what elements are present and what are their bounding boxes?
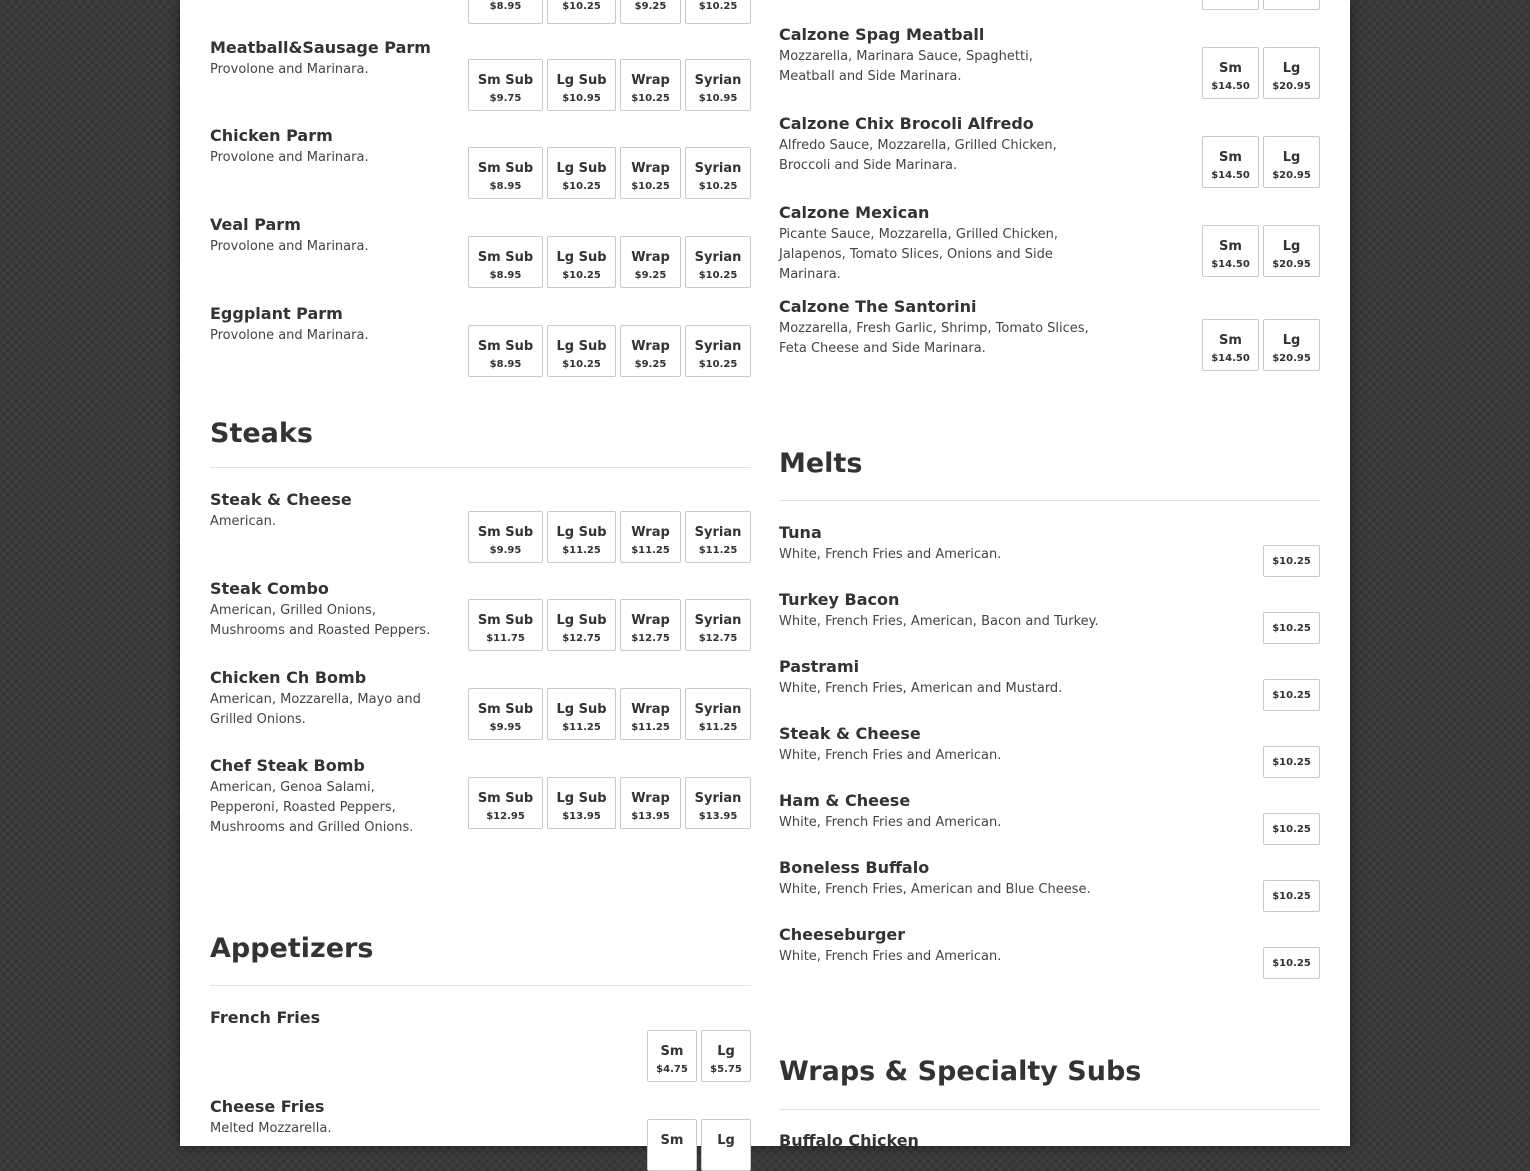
size-label: Syrian [694,250,742,265]
price-option-syrian[interactable] [685,688,751,740]
size-label: Syrian [694,161,742,176]
size-label: Sm Sub [477,791,534,806]
price-option-syrian[interactable] [685,777,751,829]
price-option[interactable] [1263,947,1320,979]
desc-line: American, Grilled Onions, [210,603,376,618]
item-name: Boneless Buffalo [779,858,930,877]
price-value: $20.95 [1272,353,1311,364]
price-value: $12.75 [631,633,670,644]
price-option-lg-sub[interactable] [547,0,616,24]
item-name: Meatball&Sausage Parm [210,38,431,57]
price-value: $20.95 [1272,81,1311,92]
price-option-lg-sub[interactable] [547,511,616,563]
item-description [779,319,1089,359]
size-label: Syrian [694,339,742,354]
size-label: Sm [660,1133,684,1148]
price-option-sm-sub[interactable] [468,688,543,740]
size-label: Lg Sub [556,791,607,806]
price-option-wrap[interactable] [620,688,681,740]
desc-line: Mushrooms and Grilled Onions. [210,820,414,835]
item-description: Provolone and Marinara. [210,328,369,343]
item-name: Ham & Cheese [779,791,911,810]
item-description: White, French Fries, American, Bacon and Turkey. [779,614,1099,629]
price-option-sm[interactable] [1202,225,1259,277]
price-option-syrian[interactable] [685,236,751,288]
size-label: Sm [1219,61,1242,76]
size-label: Wrap [631,702,670,717]
item-name: Calzone Mexican [779,203,930,222]
size-label: Lg Sub [556,250,607,265]
size-label: Sm [660,1044,684,1059]
price-value: $14.50 [1211,353,1250,364]
price-value: $10.25 [562,270,601,281]
item-name: Tuna [779,523,822,542]
price-option-lg-sub[interactable] [547,688,616,740]
size-label: Lg [1282,150,1301,165]
item-name: Steak & Cheese [210,490,352,509]
price-value: $12.75 [562,633,601,644]
desc-line: Broccoli and Side Marinara. [779,158,958,173]
item-description [210,778,413,838]
price-option-syrian[interactable] [685,0,751,24]
price-value: $5.75 [710,1064,742,1075]
price-option-lg[interactable] [1263,136,1320,188]
item-name: Chicken Ch Bomb [210,668,367,687]
price-value: $8.95 [489,181,522,192]
price-option-sm-sub[interactable] [468,511,543,563]
price-value: $10.95 [562,93,601,104]
price-value: $10.25 [562,181,601,192]
item-name: Veal Parm [210,215,301,234]
section-title-steaks: Steaks [210,418,313,449]
price-option-wrap[interactable] [620,0,681,24]
size-label: Sm Sub [477,250,534,265]
size-label: Wrap [631,613,670,628]
size-label: Sm Sub [477,525,534,540]
price-value: $20.95 [1272,259,1311,270]
desc-line: Feta Cheese and Side Marinara. [779,341,986,356]
price-option-lg[interactable] [1263,47,1320,99]
price-option-lg[interactable] [701,1030,751,1082]
section-title-melts: Melts [779,448,863,479]
price-option-sm-sub[interactable] [468,147,543,199]
price-value: $8.95 [489,1,522,12]
item-description: White, French Fries, American and Blue Cheese. [779,882,1091,897]
price-option-syrian[interactable] [685,59,751,111]
size-label: Sm Sub [477,613,534,628]
desc-line: Mushrooms and Roasted Peppers. [210,623,431,638]
desc-line: Mozzarella, Fresh Garlic, Shrimp, Tomato Slices, [779,321,1089,336]
price-option-lg-sub[interactable] [547,59,616,111]
price-option-sm-sub[interactable] [468,59,543,111]
size-label: Syrian [694,613,742,628]
size-label: Lg Sub [556,613,607,628]
price-option-syrian[interactable] [685,599,751,651]
section-divider [210,985,751,986]
section-divider [779,1109,1320,1110]
desc-line: Mozzarella, Marinara Sauce, Spaghetti, [779,49,1033,64]
price-option-lg[interactable] [1263,319,1320,371]
price-value: $10.25 [1272,824,1311,835]
size-label: Lg Sub [556,161,607,176]
price-option[interactable] [1263,880,1320,912]
price-option-sm-sub[interactable] [468,777,543,829]
size-label: Lg [1282,333,1301,348]
price-value: $10.25 [631,181,670,192]
price-value: $11.25 [562,545,601,556]
price-value: $11.25 [631,722,670,733]
price-value: $13.95 [631,811,670,822]
item-description [210,601,430,641]
price-value: $10.25 [1272,757,1311,768]
desc-line: Marinara. [779,267,841,282]
desc-line: American, Genoa Salami, [210,780,375,795]
item-name: Cheeseburger [779,925,906,944]
price-option-lg[interactable] [1263,225,1320,277]
section-divider [779,500,1320,501]
item-name: Steak & Cheese [779,724,921,743]
size-label: Sm Sub [477,73,534,88]
price-value: $9.95 [489,722,522,733]
price-value: $11.75 [486,633,525,644]
price-value: $10.25 [698,1,738,12]
price-value: $8.95 [489,270,522,281]
size-label: Lg Sub [556,525,607,540]
price-value: $10.25 [562,1,601,12]
price-value: $10.25 [1272,690,1311,701]
price-option-lg-sub[interactable] [547,325,616,377]
size-label: Sm Sub [477,339,534,354]
price-option-lg[interactable] [1263,0,1320,10]
item-name: Chef Steak Bomb [210,756,365,775]
item-name: Calzone The Santorini [779,297,977,316]
price-option-sm[interactable] [1202,319,1259,371]
price-option-sm[interactable] [647,1119,697,1171]
item-description: White, French Fries and American. [779,547,1002,562]
price-value: $10.25 [562,359,601,370]
size-label: Syrian [694,702,742,717]
item-name: Buffalo Chicken [779,1131,919,1150]
price-option-sm-sub[interactable] [468,0,543,24]
size-label: Lg [1282,239,1301,254]
price-value: $10.25 [698,270,738,281]
size-label: Wrap [631,161,670,176]
price-option-syrian[interactable] [685,147,751,199]
item-name: Steak Combo [210,579,329,598]
price-value: $4.75 [656,1064,688,1075]
price-value: $13.95 [562,811,601,822]
desc-line: Meatball and Side Marinara. [779,69,962,84]
price-value: $11.25 [562,722,601,733]
item-description [210,690,421,730]
price-value: $10.25 [1272,556,1311,567]
price-value: $14.50 [1211,81,1250,92]
price-value: $11.25 [698,545,738,556]
item-description [779,225,1058,285]
size-label: Lg Sub [556,73,607,88]
size-label: Lg [1282,61,1301,76]
price-option-lg[interactable] [701,1119,751,1171]
price-option-sm[interactable] [647,1030,697,1082]
desc-line: American, Mozzarella, Mayo and [210,692,421,707]
item-name: Cheese Fries [210,1097,325,1116]
size-label: Lg [717,1044,735,1059]
price-option-syrian[interactable] [685,325,751,377]
price-value: $20.95 [1272,170,1311,181]
price-value: $13.95 [698,811,738,822]
size-label: Syrian [694,73,742,88]
price-value: $9.25 [634,1,667,12]
menu-page [180,0,1350,1150]
item-description: Melted Mozzarella. [210,1121,332,1136]
item-name: French Fries [210,1008,321,1027]
price-option-sm-sub[interactable] [468,236,543,288]
section-divider [210,467,751,468]
price-option[interactable] [1263,612,1320,644]
desc-line: Alfredo Sauce, Mozzarella, Grilled Chicken, [779,138,1057,153]
price-option-lg-sub[interactable] [547,599,616,651]
size-label: Sm Sub [477,702,534,717]
size-label: Sm [1219,150,1242,165]
price-option-syrian[interactable] [685,511,751,563]
item-description: White, French Fries and American. [779,949,1002,964]
item-description [779,136,1057,176]
price-value: $9.25 [634,270,667,281]
price-option-lg-sub[interactable] [547,147,616,199]
item-description: Provolone and Marinara. [210,239,369,254]
size-label: Lg Sub [556,339,607,354]
price-option-wrap[interactable] [620,777,681,829]
price-value: $14.50 [1211,170,1250,181]
item-description: Provolone and Marinara. [210,62,369,77]
size-label: Syrian [694,791,742,806]
item-description: White, French Fries and American. [779,815,1002,830]
price-value: $9.25 [634,359,667,370]
desc-line: Picante Sauce, Mozzarella, Grilled Chicken, [779,227,1059,242]
price-option-sm[interactable] [1202,0,1259,10]
item-name: Pastrami [779,657,860,676]
desc-line: Pepperoni, Roasted Peppers, [210,800,396,815]
item-name: Eggplant Parm [210,304,343,323]
price-value: $9.95 [489,545,522,556]
desc-line: Jalapenos, Tomato Slices, Onions and Side [779,247,1053,262]
price-option-lg-sub[interactable] [547,777,616,829]
size-label: Wrap [631,73,670,88]
price-value: $12.95 [486,811,525,822]
price-value: $10.25 [698,181,738,192]
price-value: $14.50 [1211,259,1250,270]
size-label: Wrap [631,250,670,265]
section-title-appetizers: Appetizers [210,933,374,964]
price-option[interactable] [1263,813,1320,845]
price-option-lg-sub[interactable] [547,236,616,288]
price-option-sm-sub[interactable] [468,325,543,377]
item-description: White, French Fries, American and Mustard. [779,681,1063,696]
price-value: $12.75 [698,633,738,644]
price-value: $10.95 [698,93,738,104]
size-label: Sm Sub [477,161,534,176]
price-value: $10.25 [1272,623,1311,634]
price-option-sm-sub[interactable] [468,599,543,651]
price-value: $11.25 [631,545,670,556]
price-option[interactable] [1263,746,1320,778]
price-value: $11.25 [698,722,738,733]
size-label: Sm [1219,239,1242,254]
price-option[interactable] [1263,545,1320,577]
price-value: $9.75 [489,93,522,104]
price-option-wrap[interactable] [620,599,681,651]
size-label: Wrap [631,791,670,806]
item-description: American. [210,514,276,529]
item-name: Turkey Bacon [779,590,900,609]
price-option-sm[interactable] [1202,47,1259,99]
item-description: White, French Fries and American. [779,748,1002,763]
price-value: $8.95 [489,359,522,370]
desc-line: Grilled Onions. [210,712,306,727]
item-description [779,47,1033,87]
size-label: Sm [1219,333,1242,348]
size-label: Wrap [631,525,670,540]
item-name: Calzone Spag Meatball [779,25,985,44]
price-value: $10.25 [698,359,738,370]
item-name: Calzone Chix Brocoli Alfredo [779,114,1034,133]
size-label: Syrian [694,525,742,540]
item-name: Chicken Parm [210,126,333,145]
price-value: $10.25 [1272,958,1311,969]
size-label: Lg Sub [556,702,607,717]
price-option-wrap[interactable] [620,147,681,199]
price-option-wrap[interactable] [620,511,681,563]
price-option-wrap[interactable] [620,59,681,111]
price-option-wrap[interactable] [620,236,681,288]
size-label: Lg [717,1133,735,1148]
size-label: Wrap [631,339,670,354]
item-description: Provolone and Marinara. [210,150,369,165]
price-option-sm[interactable] [1202,136,1259,188]
price-value: $10.25 [1272,891,1311,902]
price-option-wrap[interactable] [620,325,681,377]
price-option[interactable] [1263,679,1320,711]
section-title-wraps: Wraps & Specialty Subs [779,1056,1142,1087]
price-value: $10.25 [631,93,670,104]
